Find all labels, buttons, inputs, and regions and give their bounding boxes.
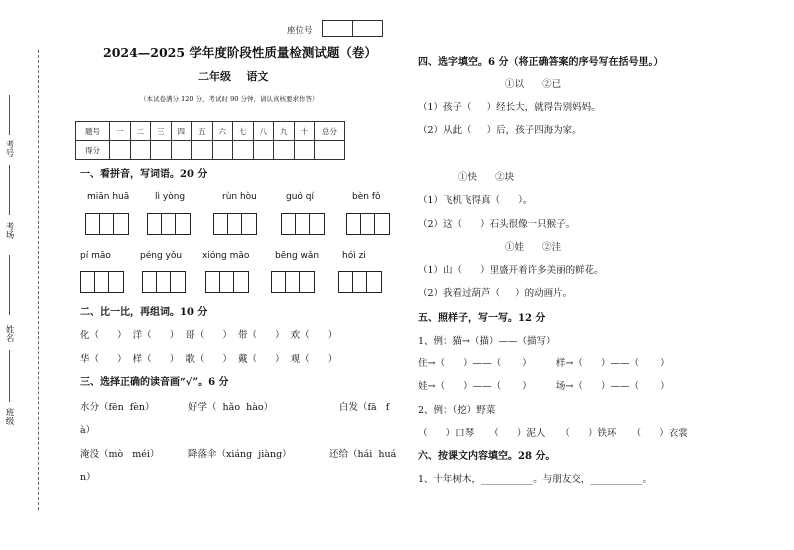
writing-grid[interactable] (142, 271, 186, 293)
choice-group: ①娃 ②洼 (505, 242, 562, 253)
fill-sentence: （2）我看过葫芦（ ）的动画片。 (418, 288, 573, 299)
practice-line: （ ）口琴 （ ）泥人 （ ）铁环 （ ）衣裳 (418, 428, 688, 439)
pronunciation-item: 还给（hái huá (329, 449, 397, 460)
writing-grid[interactable] (346, 213, 390, 235)
fill-sentence: （2）从此（ ）后，孩子四海为家。 (418, 125, 582, 136)
practice-line: 娃→（ ）——（ ） 场→（ ）——（ ） (418, 381, 670, 392)
score-input-cell[interactable] (151, 141, 172, 160)
side-underline-kaochang (9, 165, 10, 215)
score-cell: 二 (130, 122, 151, 141)
fill-sentence: （2）这（ ）石头很像一只猴子。 (418, 219, 576, 230)
fill-sentence: （1）飞机飞得真（ ）。 (418, 195, 533, 206)
writing-grid[interactable] (85, 213, 129, 235)
choice-group: ①以 ②已 (505, 79, 562, 90)
pinyin-label: hóì zi (342, 251, 366, 261)
score-row-label: 得分 (76, 141, 110, 160)
score-input-cell[interactable] (171, 141, 192, 160)
pinyin-label: xióng māo (202, 251, 250, 261)
exam-subtitle: 二年级 语文 (198, 70, 269, 83)
side-underline-xingming (9, 255, 10, 315)
pronunciation-item: 好学（ hǎo hào） (188, 402, 274, 413)
pronunciation-item-wrap: n） (80, 472, 96, 483)
writing-grid[interactable] (147, 213, 191, 235)
writing-grid[interactable] (338, 271, 382, 293)
score-cell: 题号 (76, 122, 110, 141)
choice-group: ①快 ②块 (458, 172, 515, 183)
pinyin-label: rùn hòu (222, 192, 257, 202)
section6-title: 六、按课文内容填空。28 分。 (418, 451, 556, 462)
pinyin-label: péng yǒu (140, 251, 183, 261)
writing-grid[interactable] (205, 271, 249, 293)
score-table-score-row (76, 141, 345, 160)
example-line: 1、例：猫→（描）——（描写） (418, 336, 556, 347)
exam-note: （本试卷满分 120 分，考试时 90 分钟，请认真核要求作答） (140, 95, 319, 103)
score-input-cell[interactable] (233, 141, 254, 160)
side-label-banji: 班级 (4, 408, 14, 425)
section3-title: 三、选择正确的读音画“√”。6 分 (80, 377, 229, 388)
section1-title: 一、看拼音，写词语。20 分 (80, 169, 208, 180)
score-cell: 五 (192, 122, 213, 141)
score-table-header-row (76, 122, 345, 141)
score-input-cell[interactable] (110, 141, 131, 160)
pinyin-label: pí māo (80, 251, 111, 261)
pronunciation-item: 降落伞（xiáng jiàng） (188, 449, 292, 460)
pinyin-label: miān huā (87, 192, 130, 202)
score-cell: 十 (294, 122, 315, 141)
section2-title: 二、比一比，再组词。10 分 (80, 307, 208, 318)
pinyin-label: bēng wǎn (275, 251, 320, 261)
pinyin-label: guó qí (286, 192, 314, 202)
example-line: 2、例：（挖）野菜 (418, 405, 496, 416)
fill-sentence: （1）山（ ）里盛开着许多美丽的鲜花。 (418, 265, 604, 276)
score-cell: 九 (274, 122, 295, 141)
binding-dashed-line (38, 50, 39, 510)
score-cell: 八 (253, 122, 274, 141)
seat-box-2[interactable] (352, 20, 383, 37)
score-cell: 一 (110, 122, 131, 141)
pronunciation-item: 白发（fā f (339, 402, 390, 413)
section5-title: 五、照样子，写一写。12 分 (418, 313, 546, 324)
score-input-cell[interactable] (315, 141, 345, 160)
score-input-cell[interactable] (192, 141, 213, 160)
side-label-kaochang: 考场 (4, 222, 14, 239)
pronunciation-item: 淹没（mò méi） (80, 449, 160, 460)
pronunciation-item-wrap: à） (80, 425, 96, 436)
seat-box-1[interactable] (322, 20, 353, 37)
score-input-cell[interactable] (130, 141, 151, 160)
compare-row-1: 化（ ） 洋（ ） 哥（ ） 带（ ） 欢（ ） (80, 330, 338, 341)
score-input-cell[interactable] (212, 141, 233, 160)
score-cell: 总分 (315, 122, 345, 141)
compare-row-2: 华（ ） 样（ ） 歌（ ） 戴（ ） 观（ ） (80, 354, 338, 365)
practice-line: 住→（ ）——（ ） 样→（ ）——（ ） (418, 358, 670, 369)
writing-grid[interactable] (271, 271, 315, 293)
score-table (75, 121, 345, 160)
writing-grid[interactable] (80, 271, 124, 293)
writing-grid[interactable] (213, 213, 257, 235)
exam-title: 2024—2025 学年度阶段性质量检测试题（卷） (103, 45, 377, 60)
fill-line: 1、十年树木，___________。与朋友交，___________。 (418, 474, 653, 485)
score-cell: 六 (212, 122, 233, 141)
score-cell: 七 (233, 122, 254, 141)
score-cell: 三 (151, 122, 172, 141)
pronunciation-item: 水分（fēn fèn） (80, 402, 155, 413)
seat-label: 座位号 (287, 26, 313, 36)
side-underline-kaohao (9, 95, 10, 135)
side-underline-banji (9, 350, 10, 402)
side-label-kaohao: 考号 (4, 140, 14, 157)
score-input-cell[interactable] (274, 141, 295, 160)
pinyin-label: bèn fǒ (352, 192, 381, 202)
pinyin-label: lì yòng (155, 192, 186, 202)
fill-sentence: （1）孩子（ ）经长大，就得告别妈妈。 (418, 102, 601, 113)
score-input-cell[interactable] (294, 141, 315, 160)
writing-grid[interactable] (281, 213, 325, 235)
score-cell: 四 (171, 122, 192, 141)
section4-title: 四、选字填空。6 分（将正确答案的序号写在括号里。） (418, 57, 664, 68)
score-input-cell[interactable] (253, 141, 274, 160)
side-label-xingming: 姓名 (4, 325, 14, 342)
